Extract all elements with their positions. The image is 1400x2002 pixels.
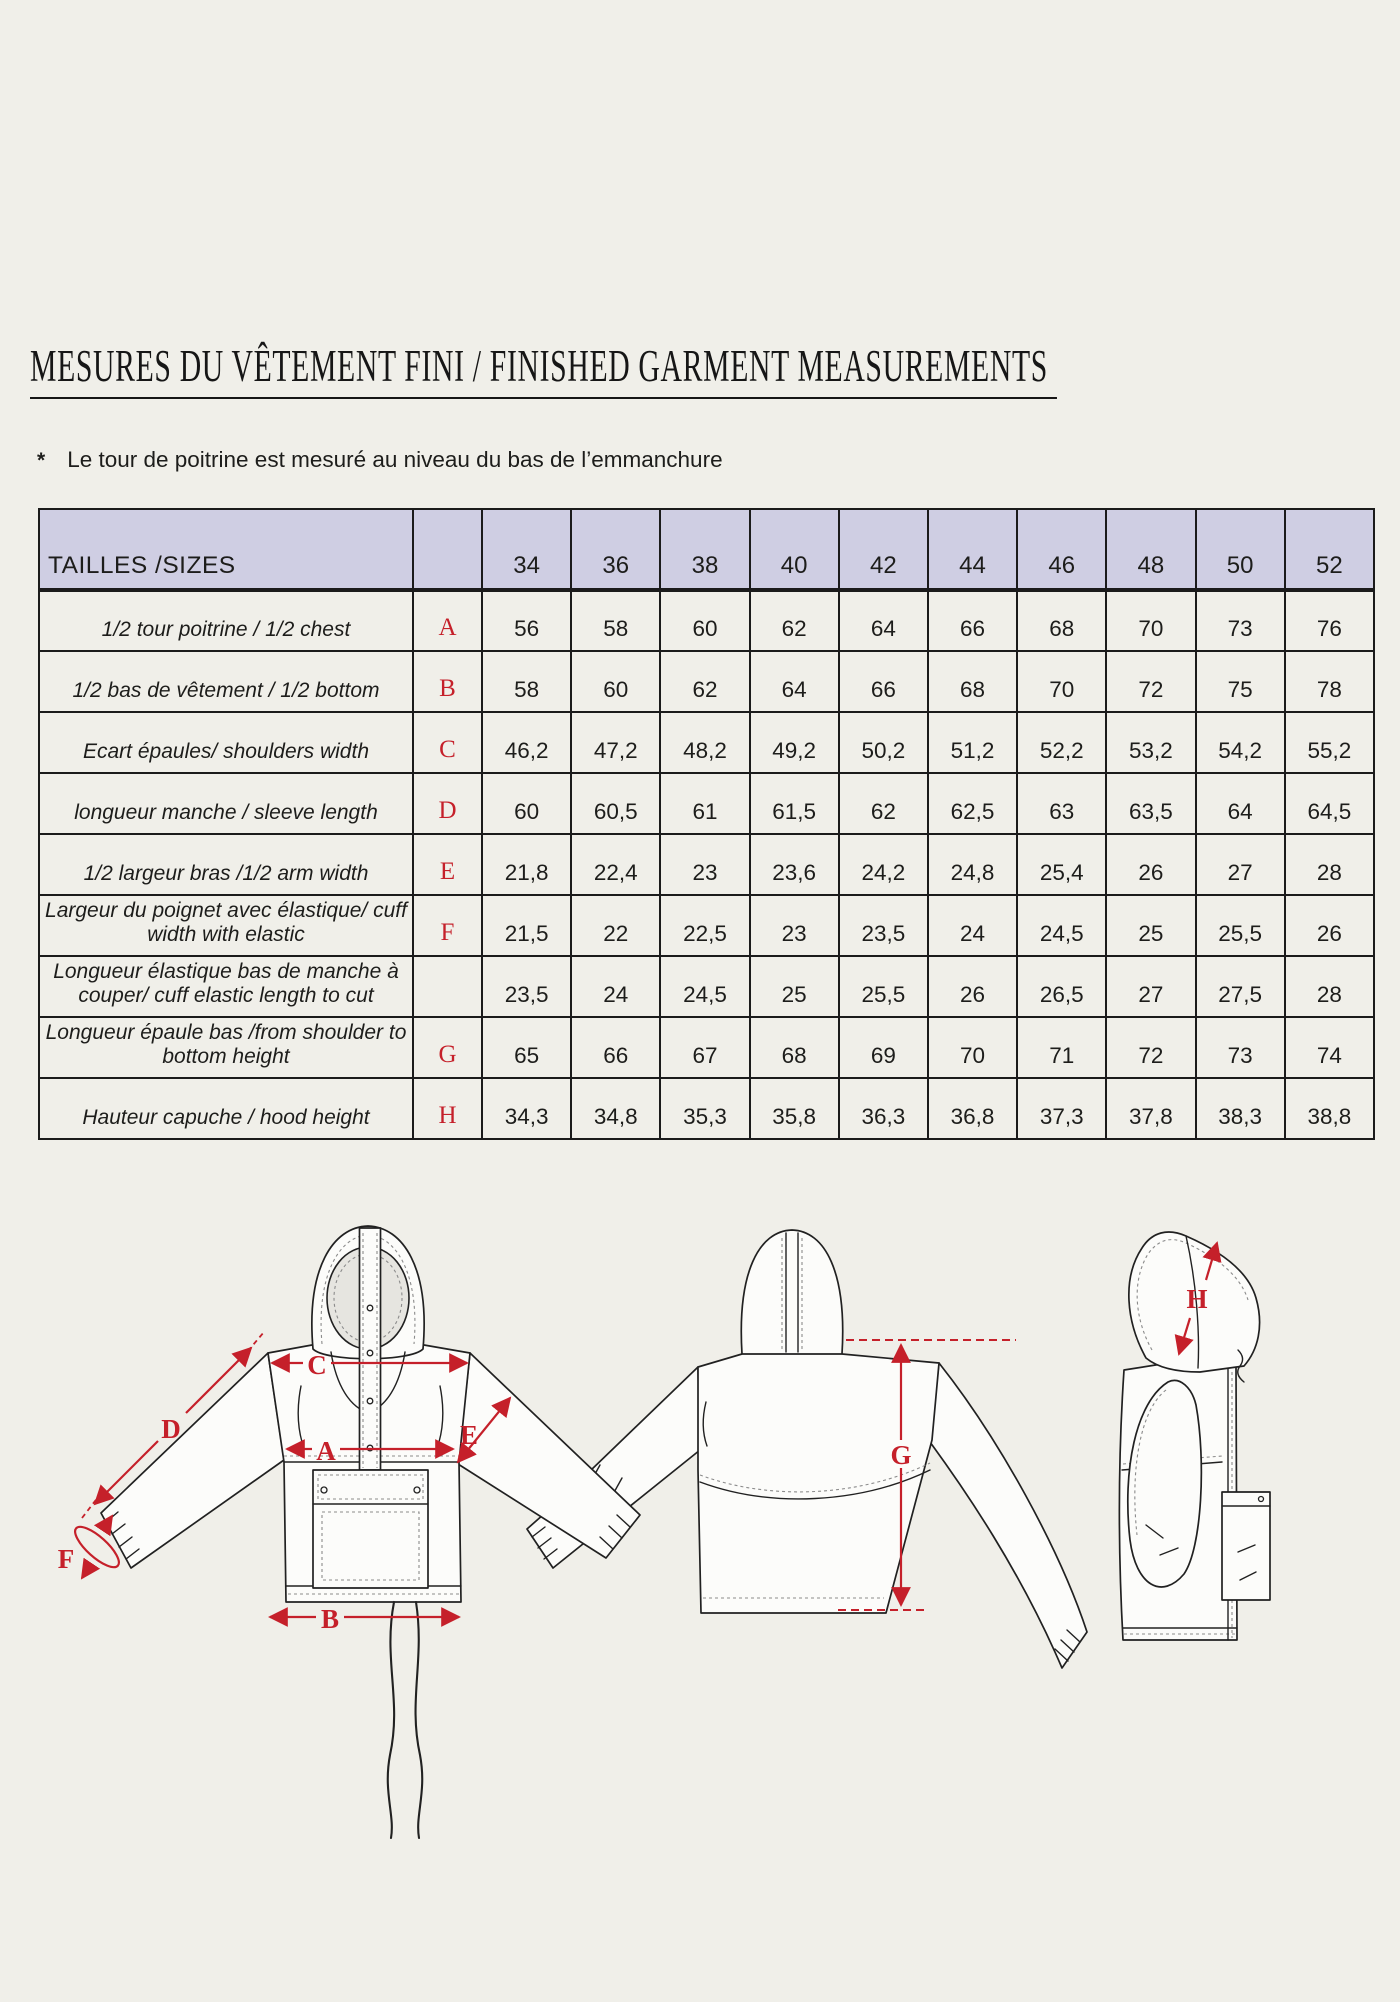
value-cell: 61	[660, 773, 749, 834]
value-cell: 68	[1017, 590, 1106, 651]
value-cell: 72	[1106, 1017, 1195, 1078]
measurement-row	[39, 1017, 1374, 1078]
chest-measure-note	[37, 447, 723, 473]
value-cell: 24	[928, 895, 1017, 956]
value-cell: 26	[1285, 895, 1374, 956]
measurement-row	[39, 834, 1374, 895]
row-letter: C	[413, 712, 482, 773]
row-label: Longueur élastique bas de manche à couper/ cuff elastic length to cut	[39, 956, 413, 1017]
value-cell: 27	[1106, 956, 1195, 1017]
value-cell: 51,2	[928, 712, 1017, 773]
value-cell: 58	[482, 651, 571, 712]
d-bottom-tick	[82, 1492, 102, 1518]
row-label: 1/2 bas de vêtement / 1/2 bottom	[39, 651, 413, 712]
measurements-table	[38, 508, 1375, 1140]
page-title: MESURES DU VÊTEMENT FINI / FINISHED GARMENT MEASUREMENTS	[30, 340, 1057, 399]
value-cell: 64	[750, 651, 839, 712]
value-cell: 60	[482, 773, 571, 834]
value-cell: 47,2	[571, 712, 660, 773]
value-cell: 35,3	[660, 1078, 749, 1139]
value-cell: 56	[482, 590, 571, 651]
measurement-row	[39, 1078, 1374, 1139]
value-cell: 24,5	[660, 956, 749, 1017]
value-cell: 34,3	[482, 1078, 571, 1139]
garment-technical-drawings	[0, 1180, 1400, 2002]
value-cell: 66	[839, 651, 928, 712]
size-header-cell: 38	[660, 509, 749, 590]
measure-label-h: H	[1186, 1284, 1208, 1314]
table-header	[39, 509, 1374, 590]
value-cell: 23	[660, 834, 749, 895]
value-cell: 63	[1017, 773, 1106, 834]
value-cell: 23	[750, 895, 839, 956]
measurement-row	[39, 895, 1374, 956]
value-cell: 58	[571, 590, 660, 651]
size-header-cell: 46	[1017, 509, 1106, 590]
value-cell: 25	[750, 956, 839, 1017]
value-cell: 24,8	[928, 834, 1017, 895]
value-cell: 68	[750, 1017, 839, 1078]
row-label: Ecart épaules/ shoulders width	[39, 712, 413, 773]
value-cell: 78	[1285, 651, 1374, 712]
size-header-cell: 34	[482, 509, 571, 590]
value-cell: 72	[1106, 651, 1195, 712]
note-text: Le tour de poitrine est mesuré au niveau du bas de l’emmanchure	[67, 447, 723, 472]
row-label: 1/2 tour poitrine / 1/2 chest	[39, 590, 413, 651]
sizes-header-label: TAILLES /SIZES	[39, 509, 413, 590]
value-cell: 46,2	[482, 712, 571, 773]
value-cell: 74	[1285, 1017, 1374, 1078]
row-letter: G	[413, 1017, 482, 1078]
size-header-cell: 48	[1106, 509, 1195, 590]
measure-label-e: E	[459, 1420, 479, 1450]
value-cell: 62	[660, 651, 749, 712]
row-label: Largeur du poignet avec élastique/ cuff width with elastic	[39, 895, 413, 956]
size-header-cell: 52	[1285, 509, 1374, 590]
value-cell: 25,5	[839, 956, 928, 1017]
row-letter: B	[413, 651, 482, 712]
side-view-drawing	[1119, 1232, 1270, 1640]
value-cell: 36,3	[839, 1078, 928, 1139]
value-cell: 26	[928, 956, 1017, 1017]
value-cell: 23,5	[482, 956, 571, 1017]
measure-label-b: B	[320, 1604, 340, 1634]
value-cell: 70	[928, 1017, 1017, 1078]
row-letter	[413, 956, 482, 1017]
value-cell: 26	[1106, 834, 1195, 895]
value-cell: 64,5	[1285, 773, 1374, 834]
measurement-row	[39, 773, 1374, 834]
value-cell: 34,8	[571, 1078, 660, 1139]
measure-label-d: D	[161, 1414, 181, 1444]
value-cell: 52,2	[1017, 712, 1106, 773]
value-cell: 60	[571, 651, 660, 712]
measure-label-c: C	[307, 1350, 327, 1380]
value-cell: 50,2	[839, 712, 928, 773]
value-cell: 68	[928, 651, 1017, 712]
value-cell: 62	[750, 590, 839, 651]
value-cell: 25,4	[1017, 834, 1106, 895]
value-cell: 66	[571, 1017, 660, 1078]
value-cell: 36,8	[928, 1078, 1017, 1139]
value-cell: 38,8	[1285, 1078, 1374, 1139]
size-header-cell: 42	[839, 509, 928, 590]
measure-label-a: A	[316, 1436, 336, 1466]
value-cell: 73	[1196, 590, 1285, 651]
value-cell: 21,8	[482, 834, 571, 895]
value-cell: 64	[1196, 773, 1285, 834]
value-cell: 28	[1285, 834, 1374, 895]
value-cell: 55,2	[1285, 712, 1374, 773]
size-header-cell: 44	[928, 509, 1017, 590]
measurement-row	[39, 651, 1374, 712]
letter-column-header	[413, 509, 482, 590]
value-cell: 22,5	[660, 895, 749, 956]
value-cell: 23,5	[839, 895, 928, 956]
row-label: Hauteur capuche / hood height	[39, 1078, 413, 1139]
value-cell: 62	[839, 773, 928, 834]
value-cell: 69	[839, 1017, 928, 1078]
row-letter: E	[413, 834, 482, 895]
value-cell: 49,2	[750, 712, 839, 773]
value-cell: 27,5	[1196, 956, 1285, 1017]
value-cell: 27	[1196, 834, 1285, 895]
size-header-cell: 36	[571, 509, 660, 590]
value-cell: 70	[1106, 590, 1195, 651]
value-cell: 21,5	[482, 895, 571, 956]
value-cell: 67	[660, 1017, 749, 1078]
measure-label-f: F	[57, 1544, 75, 1574]
value-cell: 38,3	[1196, 1078, 1285, 1139]
value-cell: 25,5	[1196, 895, 1285, 956]
value-cell: 76	[1285, 590, 1374, 651]
value-cell: 66	[928, 590, 1017, 651]
size-header-cell: 50	[1196, 509, 1285, 590]
row-letter: A	[413, 590, 482, 651]
measurement-row	[39, 590, 1374, 651]
value-cell: 73	[1196, 1017, 1285, 1078]
row-label: longueur manche / sleeve length	[39, 773, 413, 834]
row-label: 1/2 largeur bras /1/2 arm width	[39, 834, 413, 895]
row-label: Longueur épaule bas /from shoulder to bottom height	[39, 1017, 413, 1078]
value-cell: 54,2	[1196, 712, 1285, 773]
row-letter: H	[413, 1078, 482, 1139]
value-cell: 53,2	[1106, 712, 1195, 773]
size-header-cell: 40	[750, 509, 839, 590]
value-cell: 23,6	[750, 834, 839, 895]
measure-label-g: G	[890, 1440, 912, 1470]
value-cell: 22	[571, 895, 660, 956]
value-cell: 63,5	[1106, 773, 1195, 834]
value-cell: 75	[1196, 651, 1285, 712]
measurement-row	[39, 956, 1374, 1017]
value-cell: 48,2	[660, 712, 749, 773]
value-cell: 60	[660, 590, 749, 651]
value-cell: 60,5	[571, 773, 660, 834]
value-cell: 37,8	[1106, 1078, 1195, 1139]
value-cell: 28	[1285, 956, 1374, 1017]
row-letter: F	[413, 895, 482, 956]
value-cell: 37,3	[1017, 1078, 1106, 1139]
value-cell: 24,5	[1017, 895, 1106, 956]
measurement-row	[39, 712, 1374, 773]
value-cell: 70	[1017, 651, 1106, 712]
value-cell: 62,5	[928, 773, 1017, 834]
value-cell: 35,8	[750, 1078, 839, 1139]
value-cell: 22,4	[571, 834, 660, 895]
value-cell: 64	[839, 590, 928, 651]
value-cell: 25	[1106, 895, 1195, 956]
value-cell: 65	[482, 1017, 571, 1078]
value-cell: 61,5	[750, 773, 839, 834]
value-cell: 24,2	[839, 834, 928, 895]
asterisk-marker: *	[37, 449, 46, 472]
value-cell: 26,5	[1017, 956, 1106, 1017]
row-letter: D	[413, 773, 482, 834]
back-view-drawing	[527, 1230, 1087, 1668]
value-cell: 24	[571, 956, 660, 1017]
value-cell: 71	[1017, 1017, 1106, 1078]
